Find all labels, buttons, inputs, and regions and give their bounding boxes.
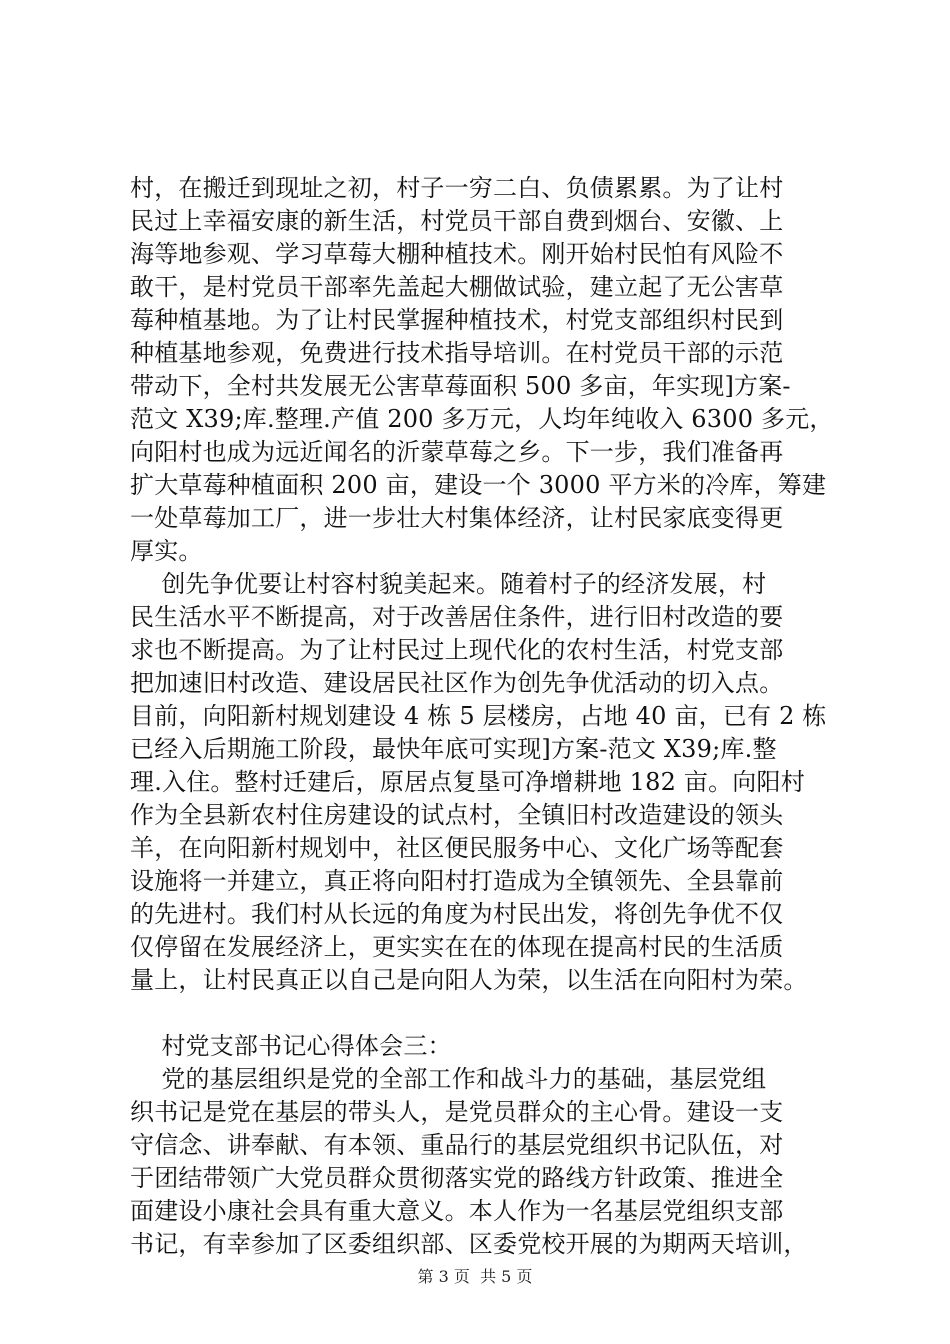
text-line: 仅停留在发展经济上，更实实在在的体现在提高村民的生活质 (130, 933, 784, 961)
text-line: 量上，让村民真正以自己是向阳人为荣，以生活在向阳村为荣。 (130, 966, 808, 994)
text-line: 民过上幸福安康的新生活，村党员干部自费到烟台、安徽、上 (130, 207, 784, 235)
text-line: 设施将一并建立，真正将向阳村打造成为全镇领先、全县靠前 (130, 867, 784, 895)
text-line: 织书记是党在基层的带头人，是党员群众的主心骨。建设一支 (130, 1098, 784, 1126)
text-line: 范文 X39;库.整理.产值 200 多万元，人均年纯收入 6300 多元， (130, 405, 834, 433)
paragraph-start-line: 党的基层组织是党的全部工作和战斗力的基础，基层党组 (130, 1065, 767, 1093)
text-line: 村，在搬迁到现址之初，村子一穷二白、负债累累。为了让村 (130, 174, 784, 202)
text-line: 羊，在向阳新村规划中，社区便民服务中心、文化广场等配套 (130, 834, 784, 862)
text-line: 厚实。 (130, 537, 203, 565)
document-body (130, 172, 834, 1261)
text-line: 已经入后期施工阶段，最快年底可实现]方案-范文 X39;库.整 (130, 735, 777, 763)
text-line: 求也不断提高。为了让村民过上现代化的农村生活，村党支部 (130, 636, 784, 664)
text-line: 把加速旧村改造、建设居民社区作为创先争优活动的切入点。 (130, 669, 784, 697)
text-line: 书记，有幸参加了区委组织部、区委党校开展的为期两天培训， (130, 1230, 808, 1258)
paragraph-start-line: 创先争优要让村容村貌美起来。随着村子的经济发展，村 (130, 570, 767, 598)
text-line: 敢干，是村党员干部率先盖起大棚做试验，建立起了无公害草 (130, 273, 784, 301)
text-line: 扩大草莓种植面积 200 亩，建设一个 3000 平方米的冷库，筹建 (130, 471, 827, 499)
text-line: 莓种植基地。为了让村民掌握种植技术，村党支部组织村民到 (130, 306, 784, 334)
text-line: 的先进村。我们村从长远的角度为村民出发，将创先争优不仅 (130, 900, 784, 928)
text-line: 一处草莓加工厂，进一步壮大村集体经济，让村民家底变得更 (130, 504, 784, 532)
text-line: 守信念、讲奉献、有本领、重品行的基层党组织书记队伍，对 (130, 1131, 784, 1159)
text-line: 海等地参观、学习草莓大棚种植技术。刚开始村民怕有风险不 (130, 240, 784, 268)
text-line: 理.入住。整村迁建后，原居点复垦可净增耕地 182 亩。向阳村 (130, 768, 805, 796)
text-line: 带动下，全村共发展无公害草莓面积 500 多亩，年实现]方案- (130, 372, 791, 400)
text-line: 种植基地参观，免费进行技术指导培训。在村党员干部的示范 (130, 339, 784, 367)
section-heading: 村党支部书记心得体会三： (130, 1032, 452, 1060)
text-line: 作为全县新农村住房建设的试点村，全镇旧村改造建设的领头 (130, 801, 784, 829)
text-line: 目前，向阳新村规划建设 4 栋 5 层楼房，占地 40 亩，已有 2 栋 (130, 702, 827, 730)
text-line: 面建设小康社会具有重大意义。本人作为一名基层党组织支部 (130, 1197, 784, 1225)
text-line: 于团结带领广大党员群众贯彻落实党的路线方针政策、推进全 (130, 1164, 784, 1192)
text-line: 民生活水平不断提高，对于改善居住条件，进行旧村改造的要 (130, 603, 784, 631)
page-number-footer: 第 3 页 共 5 页 (417, 1267, 533, 1286)
text-line: 向阳村也成为远近闻名的沂蒙草莓之乡。下一步，我们准备再 (130, 438, 784, 466)
paragraph-gap (130, 997, 830, 1030)
